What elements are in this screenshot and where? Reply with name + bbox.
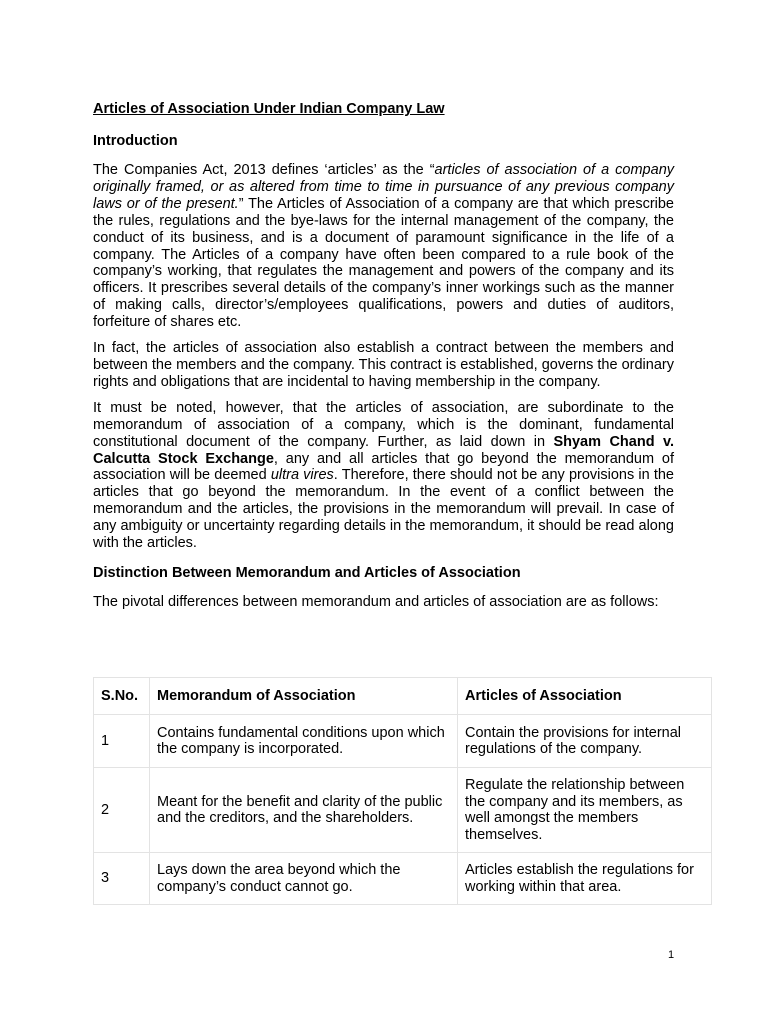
case-citation: Shyam Chand v. Calcutta Stock Exchange xyxy=(93,433,675,467)
distinction-heading: Distinction Between Memorandum and Articles of Association xyxy=(93,564,521,581)
cell-sno: 2 xyxy=(94,768,150,853)
paragraph-text: The Companies Act, 2013 defines ‘articles’ as the “ xyxy=(93,162,435,178)
table-row xyxy=(94,768,712,853)
paragraph-text: It must be noted, however, that the articles of association, are subordinate to the memorandum of association of a company, which is the dominant, fundamental constitutional document of the company. Further, as laid down in xyxy=(93,399,674,450)
table-row xyxy=(94,853,712,905)
introduction-heading: Introduction xyxy=(93,133,178,149)
paragraph-text: , any and all articles that go beyond the memorandum of association will be deemed xyxy=(93,450,674,484)
quoted-definition: articles of association of a company originally framed, or as altered from time to time in pursuance of any previous company laws or of the present. xyxy=(93,162,675,212)
cell-memorandum: Lays down the area beyond which the company’s conduct cannot go. xyxy=(150,853,458,905)
latin-term: ultra vires xyxy=(270,467,334,484)
document-body xyxy=(93,100,674,620)
cell-articles: Articles establish the regulations for working within that area. xyxy=(458,853,712,905)
paragraph-text: ” The Articles of Association of a company are that which prescribe the rules, regulations and the bye-laws for the internal management of the company, the conduct of its business, and is a document of paramount significance in the life of a company. The Articles of a company have often been compared to a rule book of the company’s working, that regulates the management and powers of the company and its officers. It prescribes several details of the company’s inner workings such as the manner of making calls, director’s/employees qualifications, powers and duties of auditors, forfeiture of shares etc. xyxy=(93,195,674,331)
paragraph-definition xyxy=(93,162,674,331)
cell-articles: Contain the provisions for internal regulations of the company. xyxy=(458,715,712,768)
cell-sno: 1 xyxy=(94,715,150,768)
cell-sno: 3 xyxy=(94,853,150,905)
paragraph-contract: In fact, the articles of association also establish a contract between the members and between the members and the company. This contract is established, governs the ordinary rights and obligations that are incidental to having membership in the company. xyxy=(93,340,674,390)
header-sno: S.No. xyxy=(94,678,150,715)
header-memorandum: Memorandum of Association xyxy=(150,678,458,715)
paragraph-differences: The pivotal differences between memorandum and articles of association are as follows: xyxy=(93,593,659,610)
paragraph-text: . Therefore, there should not be any provisions in the articles that go beyond the memorandum. In the event of a conflict between the memorandum and the articles, the provisions in the memorandum will prevail. In case of any ambiguity or uncertainty regarding details in the memorandum, it should be read along with the articles. xyxy=(93,467,674,552)
cell-articles: Regulate the relationship between the company and its members, as well amongst the members themselves. xyxy=(458,768,712,853)
document-title: Articles of Association Under Indian Company Law xyxy=(93,101,445,117)
paragraph-subordinate xyxy=(93,400,674,552)
cell-memorandum: Meant for the benefit and clarity of the public and the creditors, and the shareholders. xyxy=(150,768,458,853)
header-articles: Articles of Association xyxy=(458,678,712,715)
comparison-table xyxy=(93,677,712,905)
cell-memorandum: Contains fundamental conditions upon which the company is incorporated. xyxy=(150,715,458,768)
table-row xyxy=(94,715,712,768)
page-number: 1 xyxy=(668,949,675,961)
table-header-row xyxy=(94,678,712,715)
